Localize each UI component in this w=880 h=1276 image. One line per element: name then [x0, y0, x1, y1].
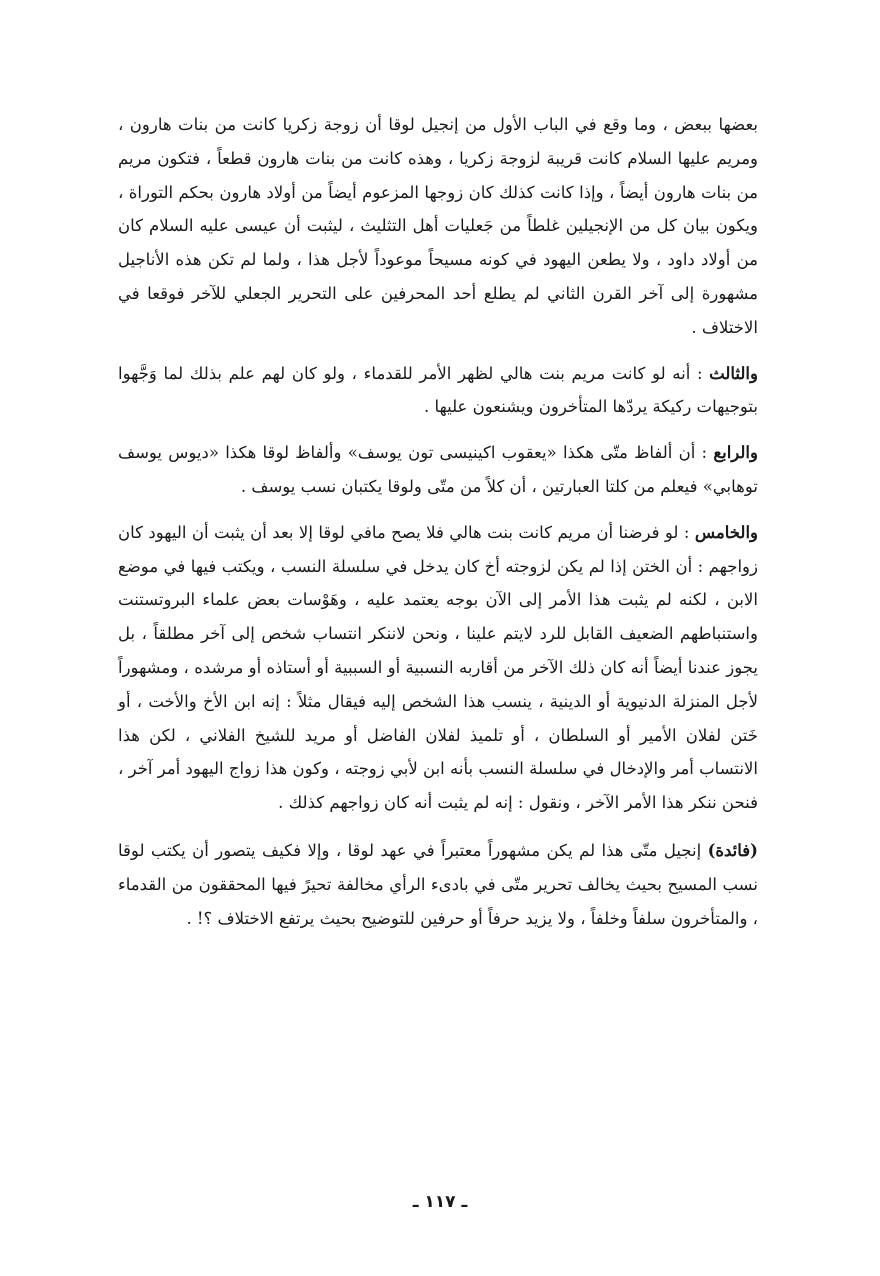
paragraph-fifth-heading: والخامس	[694, 522, 758, 542]
paragraph-fourth-heading: والرابع	[713, 443, 758, 463]
paragraph-opening-text: بعضها ببعض ، وما وقع في الباب الأول من إنجيل لوقا أن زوجة زكريا كانت من بنات هارون ، ومريم عليها السلام كانت قريبة لزوجة زكريا ، وهذه كانت من بنات هارون قطعاً ، فتكون مريم من بنات هارون أيضاً ، وإذا كانت كذلك كان زوجها المزعوم أيضاً من أولاد هارون بحكم التوراة ، ويكون بيان كل من الإنجيلين غلطاً من جَعليات أهل التثليث ، ليثبت أن عيسى عليه السلام كان من أولاد داود ، ولا يطعن اليهود في كونه مسيحاً موعوداً لأجل هذا ، ولما لم تكن هذه الأناجيل مشهورة إلى آخر القرن الثاني لم يطلع أحد المحرفين على التحرير الجعلي للآخر فوقعا في الاختلاف .	[118, 115, 758, 337]
paragraph-fourth	[118, 436, 758, 504]
paragraph-note	[118, 834, 758, 935]
paragraph-third-text: : أنه لو كانت مريم بنت هالي لظهر الأمر للقدماء ، ولو كان لهم علم بذلك لما وَجَّهوا بتوجيهات ركيكة يردّها المتأخرون ويشنعون عليها .	[118, 363, 758, 417]
paragraph-opening	[118, 108, 758, 345]
paragraph-fifth	[118, 516, 758, 820]
paragraph-fifth-text: : لو فرضنا أن مريم كانت بنت هالي فلا يصح مافي لوقا إلا بعد أن يثبت أن اليهود كان زواجهم : أن الختن إذا لم يكن لزوجته أخ كان يدخل في سلسلة النسب ، ويكتب فيها في موضع الابن ، لكنه لم يثبت هذا الأمر إلى الآن بوجه يعتمد عليه ، وهَوْسات بعض علماء البروتستنت واستنباطهم الضعيف القابل للرد لايتم علينا ، ونحن لاننكر انتساب شخص إلى آخر مطلقاً ، بل يجوز عندنا أيضاً أنه كان ذلك الآخر من أقاربه النسبية أو السببية أو أستاذه أو مرشده ، ومشهوراً لأجل المنزلة الدنيوية أو الدينية ، ينسب هذا الشخص إليه فيقال مثلاً : إنه ابن الأخ والأخت ، أو خَتن لفلان الأمير أو السلطان ، أو تلميذ لفلان الفاضل أو مريد للشيخ الفلاني ، لكن هذا الانتساب أمر والإدخال في سلسلة النسب بأنه ابن لأبي زوجته ، وكون هذا زواج اليهود أمر آخر ، فنحن ننكر هذا الأمر الآخر ، ونقول : إنه لم يثبت أنه كان زواجهم كذلك .	[118, 522, 758, 813]
page-number: ـ ١١٧ ـ	[412, 1192, 468, 1212]
paragraph-note-heading: (فائدة)	[707, 840, 758, 860]
paragraph-third	[118, 357, 758, 425]
body-text	[118, 108, 758, 935]
paragraph-fourth-text: : أن ألفاظ متّى هكذا «يعقوب اكينيسى تون يوسف» وألفاظ لوقا هكذا «ديوس يوسف توهابي» فيعلم من كلتا العبارتين ، أن كلاً من متّى ولوقا يكتبان نسب يوسف .	[118, 443, 758, 496]
paragraph-third-heading: والثالث	[709, 363, 758, 383]
paragraph-note-text: إنجيل متّى هذا لم يكن مشهوراً معتبراً في عهد لوقا ، وإلا فكيف يتصور أن يكتب لوقا نسب المسيح بحيث يخالف تحرير متّى في بادىء الرأي مخالفة تحيرً فيها المحققون من القدماء ، والمتأخرون سلفاً وخلفاً ، ولا يزيد حرفاً أو حرفين للتوضيح بحيث يرتفع الاختلاف ؟! .	[118, 840, 758, 928]
